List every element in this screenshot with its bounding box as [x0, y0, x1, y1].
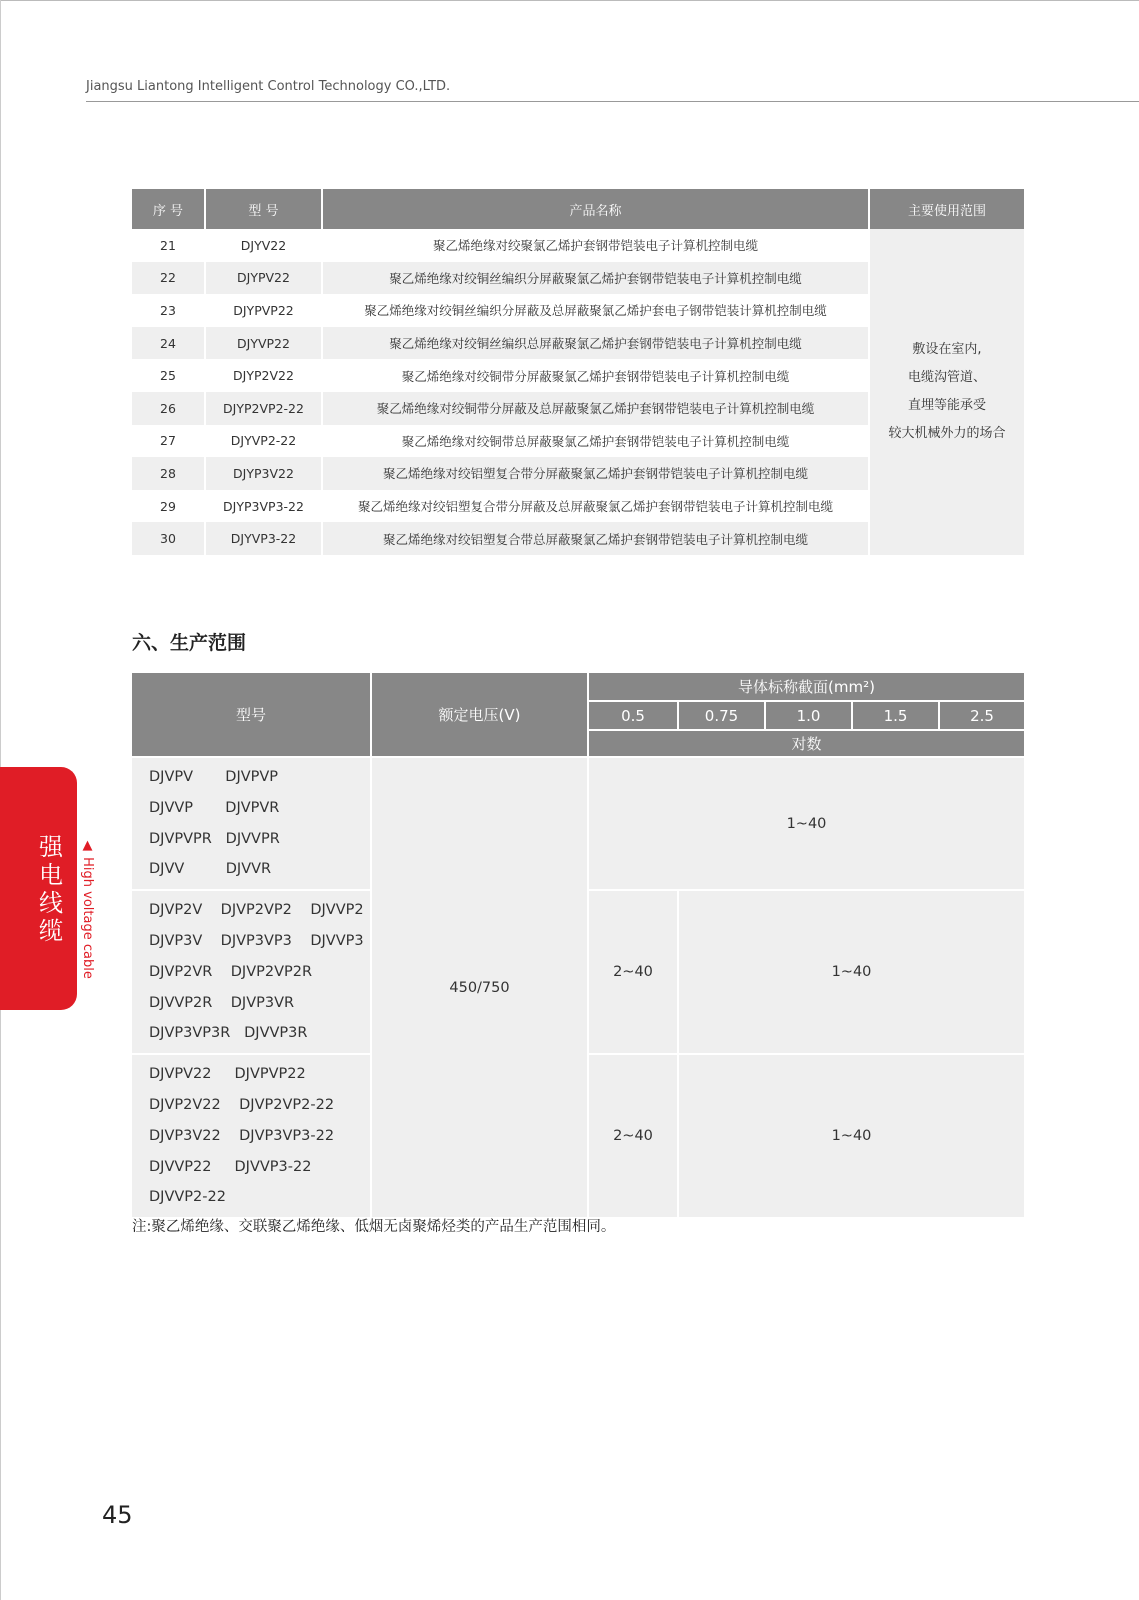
model-line: DJVV DJVVR — [149, 861, 272, 878]
row-product-name: 聚乙烯绝缘对绞铝塑复合带分屏蔽及总屏蔽聚氯乙烯护套钢带铠装电子计算机控制电缆 — [323, 490, 870, 523]
scope-line: 敷设在室内, — [912, 341, 982, 357]
usage-scope-cell — [870, 229, 1024, 555]
col-header-cross-section: 导体标称截面(mm²) — [589, 673, 1024, 702]
model-line: DJVPVPR DJVVPR — [149, 830, 280, 847]
size-header: 0.5 — [589, 702, 679, 731]
model-line: DJVP3VP3R DJVVP3R — [149, 1025, 308, 1042]
pairs-range-cell: 1~40 — [679, 891, 1024, 1055]
model-line: DJVP3V22 DJVP3VP3-22 — [149, 1127, 335, 1144]
product-list-table — [132, 189, 1024, 555]
size-header: 1.5 — [853, 702, 940, 731]
row-model: DJYPV22 — [206, 262, 323, 295]
model-line: DJVPV22 DJVPVP22 — [149, 1066, 306, 1083]
model-line: DJVP2VR DJVP2VP2R — [149, 963, 313, 980]
pairs-range-cell: 1~40 — [589, 758, 1024, 891]
model-line: DJVVP DJVPVR — [149, 799, 280, 816]
row-product-name: 聚乙烯绝缘对绞铜丝编织分屏蔽及总屏蔽聚氯乙烯护套电子钢带铠装计算机控制电缆 — [323, 294, 870, 327]
pairs-range-cell-0.5: 2~40 — [589, 891, 679, 1055]
row-index: 26 — [132, 392, 206, 425]
model-line: DJVPV DJVPVP — [149, 769, 279, 785]
scope-line: 电缆沟管道、 — [907, 369, 986, 385]
company-name: Jiangsu Liantong Intelligent Control Technology CO.,LTD. — [86, 79, 451, 94]
voltage-cell: 450/750 — [372, 758, 589, 1219]
row-model: DJYVP22 — [206, 327, 323, 360]
row-model: DJYVP2-22 — [206, 425, 323, 458]
section-title: 六、生产范围 — [132, 632, 247, 654]
row-index: 21 — [132, 229, 206, 262]
model-line: DJVVP2-22 — [149, 1189, 226, 1206]
row-model: DJYP3VP3-22 — [206, 490, 323, 523]
footnote: 注:聚乙烯绝缘、交联聚乙烯绝缘、低烟无卤聚烯烃类的产品生产范围相同。 — [132, 1219, 616, 1235]
category-label-en: ▲ High voltage cable — [80, 838, 95, 979]
model-list-cell — [132, 1055, 372, 1219]
model-line: DJVP3V DJVP3VP3 DJVVP3 — [149, 932, 364, 949]
row-model: DJYVP3-22 — [206, 522, 323, 555]
row-index: 28 — [132, 457, 206, 490]
model-list-cell — [132, 758, 372, 891]
col-header-voltage: 额定电压(V) — [372, 673, 589, 758]
size-header: 2.5 — [940, 702, 1024, 731]
col-header-usage-scope: 主要使用范围 — [870, 189, 1024, 229]
model-line: DJVP2V DJVP2VP2 DJVVP2 — [149, 902, 364, 919]
row-index: 22 — [132, 262, 206, 295]
col-header-product-name: 产品名称 — [323, 189, 870, 229]
row-index: 23 — [132, 294, 206, 327]
row-index: 29 — [132, 490, 206, 523]
model-list-cell — [132, 891, 372, 1055]
row-product-name: 聚乙烯绝缘对绞铜丝编织总屏蔽聚氯乙烯护套钢带铠装电子计算机控制电缆 — [323, 327, 870, 360]
row-product-name: 聚乙烯绝缘对绞铜带分屏蔽聚氯乙烯护套钢带铠装电子计算机控制电缆 — [323, 359, 870, 392]
col-header-model: 型号 — [132, 673, 372, 758]
page-top-border — [0, 0, 1139, 1]
row-model: DJYP3V22 — [206, 457, 323, 490]
row-product-name: 聚乙烯绝缘对绞铜丝编织分屏蔽聚氯乙烯护套钢带铠装电子计算机控制电缆 — [323, 262, 870, 295]
scope-line: 较大机械外力的场合 — [888, 425, 1006, 441]
model-line: DJVVP2R DJVP3VR — [149, 994, 295, 1011]
row-index: 27 — [132, 425, 206, 458]
pairs-range-cell-0.5: 2~40 — [589, 1055, 679, 1219]
model-line: DJVVP22 DJVVP3-22 — [149, 1158, 312, 1175]
model-line: DJVP2V22 DJVP2VP2-22 — [149, 1096, 335, 1113]
size-header: 0.75 — [679, 702, 766, 731]
row-model: DJYP2V22 — [206, 359, 323, 392]
col-header-model: 型 号 — [206, 189, 323, 229]
size-header: 1.0 — [766, 702, 853, 731]
table-row — [132, 758, 1024, 891]
row-model: DJYV22 — [206, 229, 323, 262]
row-index: 30 — [132, 522, 206, 555]
table-header-row — [132, 189, 1024, 229]
pairs-range-cell: 1~40 — [679, 1055, 1024, 1219]
table-row — [132, 229, 1024, 262]
row-product-name: 聚乙烯绝缘对绞铜带总屏蔽聚氯乙烯护套钢带铠装电子计算机控制电缆 — [323, 425, 870, 458]
row-index: 25 — [132, 359, 206, 392]
category-label-en-wrap — [80, 838, 102, 978]
row-product-name: 聚乙烯绝缘对绞铝塑复合带分屏蔽聚氯乙烯护套钢带铠装电子计算机控制电缆 — [323, 457, 870, 490]
row-model: DJYPVP22 — [206, 294, 323, 327]
production-range-table — [132, 673, 1024, 1219]
row-product-name: 聚乙烯绝缘对绞铝塑复合带总屏蔽聚氯乙烯护套钢带铠装电子计算机控制电缆 — [323, 522, 870, 555]
pairs-header: 对数 — [589, 731, 1024, 758]
row-index: 24 — [132, 327, 206, 360]
row-product-name: 聚乙烯绝缘对绞聚氯乙烯护套钢带铠装电子计算机控制电缆 — [323, 229, 870, 262]
page-number: 45 — [102, 1501, 133, 1529]
scope-line: 直埋等能承受 — [907, 397, 986, 413]
row-product-name: 聚乙烯绝缘对绞铜带分屏蔽及总屏蔽聚氯乙烯护套钢带铠装电子计算机控制电缆 — [323, 392, 870, 425]
header-divider — [86, 101, 1139, 102]
category-label-cn: 强电线缆 — [39, 833, 63, 945]
range-header-row — [132, 673, 1024, 702]
col-header-index: 序 号 — [132, 189, 206, 229]
row-model: DJYP2VP2-22 — [206, 392, 323, 425]
